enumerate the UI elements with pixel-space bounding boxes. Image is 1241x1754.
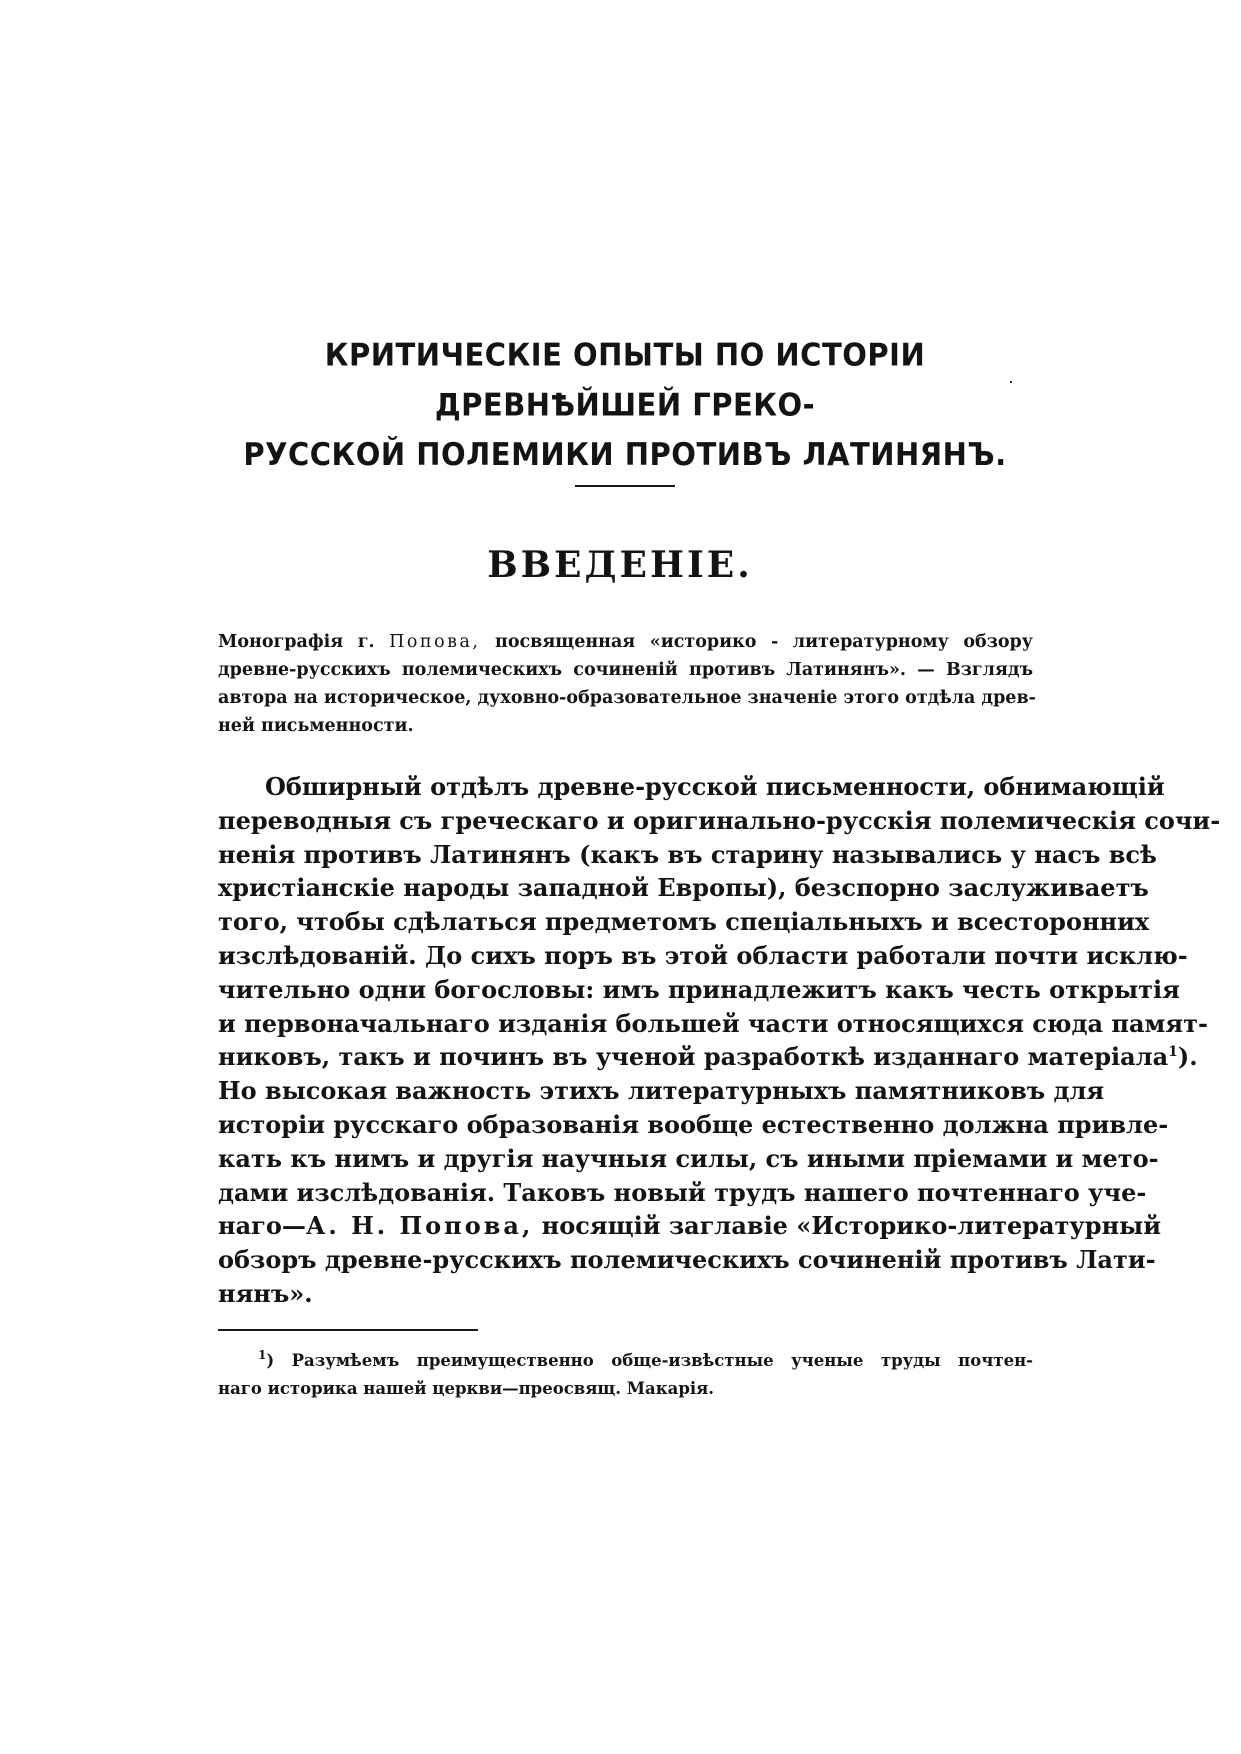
title-line-2: РУССКОЙ ПОЛЕМИКИ ПРОТИВЪ ЛАТИНЯНЪ. — [243, 435, 1007, 473]
abstract-author-name: Попова, — [389, 632, 481, 652]
abstract-line-3: автора на историческое, духовно-образовательное значеніе этого отдѣла древ- — [218, 688, 1036, 708]
abstract-line-1 — [218, 628, 1033, 656]
body-line-post: носящій заглавіе «Историко-литературный — [533, 1211, 1161, 1241]
body-line: изслѣдованій. До сихъ поръ въ этой области работали почти исклю- — [218, 940, 1188, 970]
body-line: чительно одни богословы: имъ принадлежитъ какъ честь открытія — [218, 974, 1180, 1004]
footnote-divider — [218, 1329, 478, 1331]
abstract-line-1-post: посвященная «историко - литературному обзору — [480, 632, 1034, 652]
author-name: А. Н. Попова, — [305, 1211, 534, 1241]
body-line: ненія противъ Латинянъ (какъ въ старину назывались у насъ всѣ — [218, 839, 1157, 869]
body-line: Обширный отдѣлъ древне-русской письменности, обнимающій — [265, 772, 1165, 801]
abstract-line-2: древне-русскихъ полемическихъ сочиненій противъ Латинянъ». — Взглядъ — [218, 660, 1033, 680]
body-line: нянъ». — [218, 1278, 313, 1308]
footnote-marker: 1 — [258, 1348, 267, 1362]
body-paragraph — [218, 770, 1221, 1311]
body-line-tail: ). — [1177, 1042, 1198, 1072]
print-speck — [1010, 381, 1012, 383]
body-line-with-footnote — [218, 1040, 1198, 1074]
chapter-abstract — [218, 628, 1036, 740]
document-title — [210, 330, 1040, 479]
footnote-line-1 — [218, 1347, 1033, 1375]
body-line-text: наго— — [218, 1211, 306, 1241]
body-line: исторіи русскаго образованія вообще естественно должна привле- — [218, 1109, 1169, 1139]
body-line-with-author — [218, 1209, 1161, 1243]
body-line-text: никовъ, такъ и починъ въ ученой разработкѣ изданнаго матеріала — [218, 1042, 1169, 1072]
abstract-line-4: ней письменности. — [218, 716, 414, 736]
footnote-line-2: наго историка нашей церкви—преосвящ. Макарія. — [218, 1379, 715, 1398]
body-line: того, чтобы сдѣлаться предметомъ спеціальныхъ и всесторонних — [218, 907, 1150, 937]
body-line: обзоръ древне-русскихъ полемическихъ сочиненій противъ Лати- — [218, 1245, 1156, 1275]
body-line: дами изслѣдованія. Таковъ новый трудъ нашего почтеннаго уче- — [218, 1177, 1147, 1207]
footnote-reference[interactable]: 1 — [1168, 1044, 1178, 1061]
body-line: переводныя съ греческаго и оригинально-русскія полемическія сочи- — [218, 805, 1221, 835]
title-divider — [575, 485, 675, 487]
body-line: и первоначальнаго изданія большей части относящихся сюда памят- — [218, 1008, 1208, 1038]
body-line: кать къ нимъ и другія научныя силы, съ иными пріемами и мето- — [218, 1143, 1159, 1173]
body-line: Но высокая важность этихъ литературныхъ памятниковъ для — [218, 1076, 1105, 1106]
section-heading: ВВЕДЕНІЕ. — [487, 544, 753, 586]
footnote-text-1: ) Разумѣемъ преимущественно обще-извѣстные ученые труды почтен- — [266, 1351, 1033, 1370]
title-line-1: КРИТИЧЕСКІЕ ОПЫТЫ ПО ИСТОРІИ ДРЕВНѢЙШЕЙ ГРЕКО- — [324, 336, 926, 423]
body-line: христіанскіе народы западной Европы), безспорно заслуживаетъ — [218, 873, 1149, 903]
abstract-line-1-pre: Монографія г. — [218, 632, 390, 652]
footnote — [218, 1347, 1033, 1403]
